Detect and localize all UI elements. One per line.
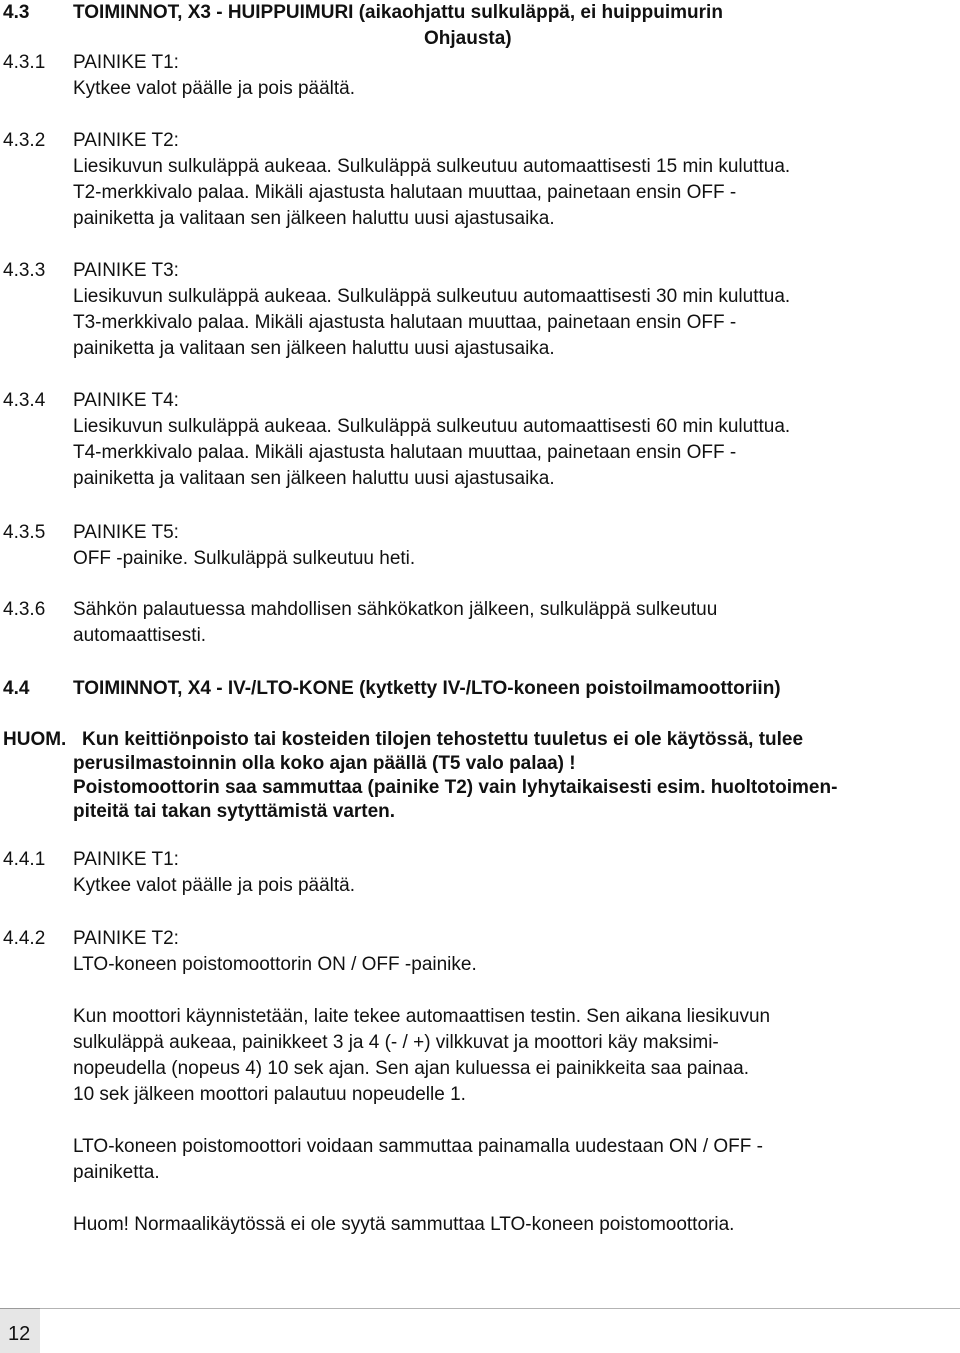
note-text: perusilmastoinnin olla koko ajan päällä (T5 valo palaa) !	[73, 753, 576, 774]
item-text: T4-merkkivalo palaa. Mikäli ajastusta halutaan muuttaa, painetaan ensin OFF -	[73, 442, 737, 463]
item-number: 4.4.1	[3, 849, 46, 870]
item-number: 4.3.1	[3, 52, 46, 73]
item-number: 4.3.5	[3, 522, 46, 543]
item-text: Kytkee valot päälle ja pois päältä.	[73, 875, 356, 896]
section-title: TOIMINNOT, X3 - HUIPPUIMURI (aikaohjattu sulkuläppä, ei huippuimurin	[73, 2, 723, 23]
paragraph-line: LTO-koneen poistomoottori voidaan sammuttaa painamalla uudestaan ON / OFF -	[73, 1136, 763, 1157]
paragraph-line: Kun moottori käynnistetään, laite tekee automaattisen testin. Sen aikana liesikuvun	[73, 1006, 771, 1027]
section-number: 4.3	[3, 2, 30, 23]
item-number: 4.3.3	[3, 260, 46, 281]
item-text: OFF -painike. Sulkuläppä sulkeutuu heti.	[73, 548, 416, 569]
item-heading: PAINIKE T2:	[73, 130, 179, 151]
item-number: 4.3.4	[3, 390, 46, 411]
paragraph-line: 10 sek jälkeen moottori palautuu nopeudelle 1.	[73, 1084, 466, 1105]
note-text: Kun keittiönpoisto tai kosteiden tilojen tehostettu tuuletus ei ole käytössä, tulee	[82, 729, 804, 750]
item-text: painiketta ja valitaan sen jälkeen haluttu uusi ajastusaika.	[73, 338, 555, 359]
note-text: Poistomoottorin saa sammuttaa (painike T2) vain lyhytaikaisesti esim. huoltotoimen-	[73, 777, 838, 798]
item-heading: PAINIKE T4:	[73, 390, 179, 411]
item-heading: Sähkön palautuessa mahdollisen sähkökatkon jälkeen, sulkuläppä sulkeutuu	[73, 599, 718, 620]
item-number: 4.3.6	[3, 599, 46, 620]
paragraph-line: Huom! Normaalikäytössä ei ole syytä sammuttaa LTO-koneen poistomoottoria.	[73, 1214, 735, 1235]
item-text: Liesikuvun sulkuläppä aukeaa. Sulkuläppä sulkeutuu automaattisesti 15 min kuluttua.	[73, 156, 791, 177]
paragraph-line: sulkuläppä aukeaa, painikkeet 3 ja 4 (- / +) vilkkuvat ja moottori käy maksimi-	[73, 1032, 719, 1053]
item-text: LTO-koneen poistomoottorin ON / OFF -painike.	[73, 954, 477, 975]
item-heading: PAINIKE T5:	[73, 522, 179, 543]
item-text: Liesikuvun sulkuläppä aukeaa. Sulkuläppä sulkeutuu automaattisesti 30 min kuluttua.	[73, 286, 791, 307]
section-number: 4.4	[3, 678, 30, 699]
section-title-continued: Ohjausta)	[424, 28, 512, 49]
paragraph-line: painiketta.	[73, 1162, 160, 1183]
section-title: TOIMINNOT, X4 - IV-/LTO-KONE (kytketty IV-/LTO-koneen poistoilmamoottoriin)	[73, 678, 781, 699]
item-text: painiketta ja valitaan sen jälkeen haluttu uusi ajastusaika.	[73, 468, 555, 489]
item-text: Kytkee valot päälle ja pois päältä.	[73, 78, 356, 99]
item-heading: PAINIKE T3:	[73, 260, 179, 281]
note-label: HUOM.	[3, 729, 67, 750]
item-heading: PAINIKE T2:	[73, 928, 179, 949]
item-text: Liesikuvun sulkuläppä aukeaa. Sulkuläppä sulkeutuu automaattisesti 60 min kuluttua.	[73, 416, 791, 437]
paragraph-line: nopeudella (nopeus 4) 10 sek ajan. Sen ajan kuluessa ei painikkeita saa painaa.	[73, 1058, 750, 1079]
item-text: T3-merkkivalo palaa. Mikäli ajastusta halutaan muuttaa, painetaan ensin OFF -	[73, 312, 737, 333]
footer-divider	[40, 1308, 960, 1309]
item-number: 4.4.2	[3, 928, 46, 949]
page-number: 12	[8, 1323, 31, 1345]
item-heading: PAINIKE T1:	[73, 52, 179, 73]
item-text: painiketta ja valitaan sen jälkeen haluttu uusi ajastusaika.	[73, 208, 555, 229]
item-text: T2-merkkivalo palaa. Mikäli ajastusta halutaan muuttaa, painetaan ensin OFF -	[73, 182, 737, 203]
item-number: 4.3.2	[3, 130, 46, 151]
note-text: piteitä tai takan sytyttämistä varten.	[73, 801, 396, 822]
item-text: automaattisesti.	[73, 625, 207, 646]
item-heading: PAINIKE T1:	[73, 849, 179, 870]
